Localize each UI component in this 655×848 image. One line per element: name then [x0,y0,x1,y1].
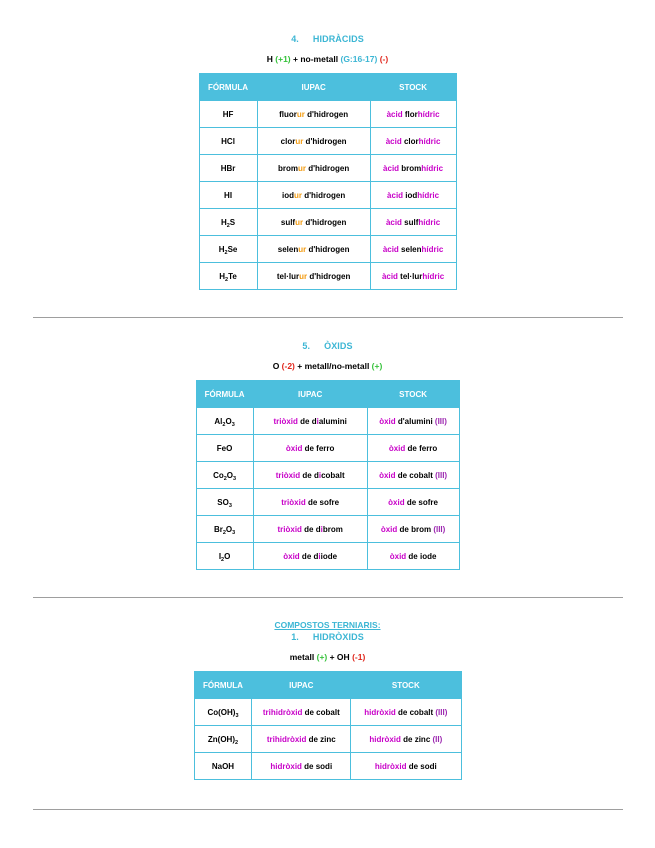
text-segment: hídric [418,217,441,227]
text-segment: de zinc [306,734,336,744]
text-segment: òxid [283,551,300,561]
subscript: 2 [223,475,227,482]
stock-cell [370,101,456,128]
text-segment: d'hidrogen [306,163,350,173]
text-segment: de zinc [400,734,433,744]
text-segment: d'hidrogen [307,271,351,281]
text-segment: Te [228,271,237,281]
subscript: 3 [228,502,232,509]
text-segment: de d [300,470,319,480]
iupac-cell [252,753,351,780]
table-row [196,462,459,489]
stock-cell [370,128,456,155]
table-row [196,543,459,570]
subscript: 2 [221,556,225,563]
divider [33,809,623,810]
table-header-row [194,672,461,699]
text-segment: hídric [417,190,440,200]
text-segment: Br [213,524,223,534]
text-segment: de cobalt [395,470,436,480]
section-heading: ÒXIDS [324,341,353,351]
stock-cell [367,408,459,435]
text-segment: i [316,416,319,426]
text-segment: de d [299,551,319,561]
text-segment: de brom [397,524,434,534]
column-header: STOCK [351,672,461,699]
stock-cell [351,699,461,726]
formula-part: (+1) [275,54,291,64]
text-segment: hídric [421,244,444,254]
table-row [199,128,456,155]
iupac-cell [257,128,370,155]
stock-cell [370,263,456,290]
text-segment: i [320,524,323,534]
text-segment: ur [298,163,306,173]
text-segment: de sofre [305,497,340,507]
iupac-cell [252,726,351,753]
subscript: 3 [231,421,235,428]
text-segment: àcid [386,109,403,119]
text-segment: d'hidrogen [303,217,347,227]
table-row [199,263,456,290]
text-segment: de ferro [302,443,335,453]
stock-cell [370,155,456,182]
text-segment: SO [217,497,229,507]
text-segment: trihidròxid [266,734,307,744]
text-segment: O [225,416,232,426]
table-row [199,101,456,128]
text-segment: O [225,524,233,534]
iupac-cell [257,209,370,236]
text-segment: d'hidrogen [303,136,347,146]
section-title [0,631,655,643]
column-header: IUPAC [252,672,351,699]
text-segment: ur [295,136,304,146]
text-segment: brom [322,524,343,534]
text-segment: àcid [381,271,398,281]
text-segment: HBr [220,163,236,173]
iupac-cell [257,155,370,182]
iupac-cell [253,543,367,570]
text-segment: selen [277,244,299,254]
subscript: 3 [233,475,237,482]
stock-cell [367,543,459,570]
stock-cell [367,489,459,516]
formula-part: metall [289,652,317,662]
text-segment: d'hidrogen [306,244,350,254]
text-segment: (II) [432,734,443,744]
text-segment: alumini [318,416,347,426]
column-header: FÓRMULA [196,381,253,408]
text-segment: triòxid [275,470,301,480]
formula-cell [199,101,257,128]
table-row [196,435,459,462]
text-segment: iode [320,551,338,561]
formula-cell [194,726,252,753]
table-row [199,155,456,182]
table-row [199,236,456,263]
formula-cell [199,128,257,155]
text-segment: òxid [379,470,396,480]
iupac-cell [257,182,370,209]
formula-cell [199,155,257,182]
text-segment: Co [213,470,224,480]
text-segment: flor [402,109,418,119]
formula-part: H [266,54,276,64]
text-segment: àcid [385,217,402,227]
subscript: 2 [222,529,226,536]
text-segment: triòxid [281,497,306,507]
table-row [194,726,461,753]
text-segment: hidròxid [369,734,401,744]
text-segment: òxid [285,443,303,453]
text-segment: òxid [388,443,406,453]
subscript: 3 [232,529,236,536]
section-hidroxids [0,620,655,780]
text-segment: (III) [435,707,448,717]
section-number: 5. [302,341,311,351]
iupac-cell [257,263,370,290]
text-segment: clor [280,136,296,146]
iupac-cell [253,462,367,489]
formula-part: + OH [327,652,353,662]
iupac-cell [252,699,351,726]
text-segment: (III) [434,416,447,426]
text-segment: ur [295,217,304,227]
formula-part: (-2) [281,361,295,371]
table-row [196,489,459,516]
text-segment: iod [282,190,294,200]
text-segment: HF [222,109,234,119]
text-segment: ur [296,109,305,119]
formula-cell [196,489,253,516]
text-segment: àcid [385,136,402,146]
text-segment: de iode [406,551,437,561]
text-segment: sulf [401,217,419,227]
text-segment: de ferro [405,443,438,453]
formula-cell [196,543,253,570]
text-segment: d'hidrogen [304,109,349,119]
formula-cell [194,753,252,780]
text-segment: òxid [380,524,398,534]
oxids-table [196,380,460,570]
text-segment: FeO [216,443,233,453]
formula-cell [196,435,253,462]
general-formula [0,360,655,372]
general-formula [0,651,655,663]
iupac-cell [253,408,367,435]
text-segment: de sodi [406,761,437,771]
formula-part: (-) [379,54,389,64]
text-segment: hidròxid [364,707,396,717]
text-segment: i [318,470,322,480]
text-segment: H [219,271,226,281]
stock-cell [351,726,461,753]
text-segment: cobalt [321,470,345,480]
text-segment: H [220,217,227,227]
stock-cell [370,182,456,209]
text-segment: O [226,470,234,480]
text-segment: de d [297,416,317,426]
subscript: 3 [235,712,239,719]
section-heading: HIDRÒXIDS [312,632,364,642]
text-segment: clor [401,136,419,146]
text-segment: òxid [379,416,396,426]
text-segment: hidròxid [270,761,302,771]
text-segment: ur [299,271,308,281]
column-header: STOCK [370,74,456,101]
text-segment: (III) [433,524,446,534]
text-segment: hidròxid [374,761,407,771]
text-segment: selen [398,244,422,254]
text-segment: òxid [388,497,405,507]
stock-cell [370,236,456,263]
formula-part: (G:16-17) [340,54,378,64]
formula-cell [196,408,253,435]
formula-cell [199,209,257,236]
text-segment: hídric [422,271,445,281]
text-segment: àcid [383,163,400,173]
iupac-cell [257,101,370,128]
column-header: FÓRMULA [199,74,257,101]
text-segment: NaOH [211,761,235,771]
text-segment: fluor [279,109,297,119]
text-segment: de cobalt [302,707,340,717]
text-segment: òxid [389,551,407,561]
table-header-row [199,74,456,101]
text-segment: hídric [417,109,440,119]
stock-cell [351,753,461,780]
text-segment: d'hidrogen [302,190,346,200]
text-segment: i [318,551,321,561]
formula-cell [194,699,252,726]
subscript: 2 [225,276,229,283]
formula-cell [199,263,257,290]
text-segment: de sofre [404,497,438,507]
formula-part: + no-metall [290,54,341,64]
text-segment: Se [227,244,238,254]
table-row [194,699,461,726]
text-segment: àcid [387,190,404,200]
text-segment: hídric [418,136,441,146]
formula-part: (+) [316,652,328,662]
section-number: 1. [291,632,299,642]
table-row [194,753,461,780]
subscript: 2 [224,249,228,256]
iupac-cell [253,435,367,462]
table-row [196,516,459,543]
subscript: 2 [222,421,226,428]
text-segment: ur [294,190,302,200]
text-segment: H [218,244,225,254]
stock-cell [367,435,459,462]
text-segment: brom [278,163,298,173]
section-title [0,33,655,45]
table-row [199,182,456,209]
stock-cell [367,516,459,543]
hidracids-table [199,73,457,290]
section-title [0,340,655,352]
formula-part: O [272,361,282,371]
text-segment: HCl [221,136,235,146]
text-segment: HI [224,190,233,200]
section-hidracids [0,33,655,290]
column-header: IUPAC [257,74,370,101]
column-header: STOCK [367,381,459,408]
text-segment: de d [301,524,321,534]
column-header: FÓRMULA [194,672,252,699]
formula-cell [199,236,257,263]
text-segment: triòxid [277,524,302,534]
text-segment: brom [399,163,422,173]
text-segment: sulf [280,217,296,227]
text-segment: Al [214,416,223,426]
formula-part: (-1) [352,652,366,662]
formula-cell [196,516,253,543]
divider [33,597,623,598]
divider [33,317,623,318]
section-oxids [0,340,655,570]
text-segment: tel·lur [276,271,300,281]
subscript: 2 [234,739,239,746]
text-segment: hídric [421,163,444,173]
text-segment: S [229,217,236,227]
table-row [196,408,459,435]
text-segment: I [218,551,222,561]
text-segment: de cobalt [395,707,436,717]
text-segment: Zn(OH) [207,734,235,744]
stock-cell [367,462,459,489]
text-segment: trihidròxid [262,707,303,717]
iupac-cell [257,236,370,263]
text-segment: tel·lur [397,271,423,281]
subscript: 2 [226,222,230,229]
general-formula [0,53,655,65]
text-segment: O [224,551,231,561]
text-segment: (III) [435,470,448,480]
stock-cell [370,209,456,236]
section-heading: HIDRÀCIDS [312,34,364,44]
hidroxids-table [194,671,462,780]
formula-part: (+) [371,361,383,371]
iupac-cell [253,489,367,516]
column-header: IUPAC [253,381,367,408]
text-segment: d'alumini [395,416,435,426]
iupac-cell [253,516,367,543]
table-header-row [196,381,459,408]
text-segment: Co(OH) [207,707,236,717]
formula-part: + metall/no-metall [294,361,372,371]
formula-cell [199,182,257,209]
text-segment: triòxid [273,416,298,426]
section-number: 4. [291,34,299,44]
text-segment: iod [403,190,418,200]
table-row [199,209,456,236]
ternary-heading: COMPOSTOS TERNIARIS: [274,620,381,630]
formula-cell [196,462,253,489]
text-segment: de sodi [301,761,333,771]
text-segment: ur [298,244,307,254]
text-segment: àcid [382,244,399,254]
